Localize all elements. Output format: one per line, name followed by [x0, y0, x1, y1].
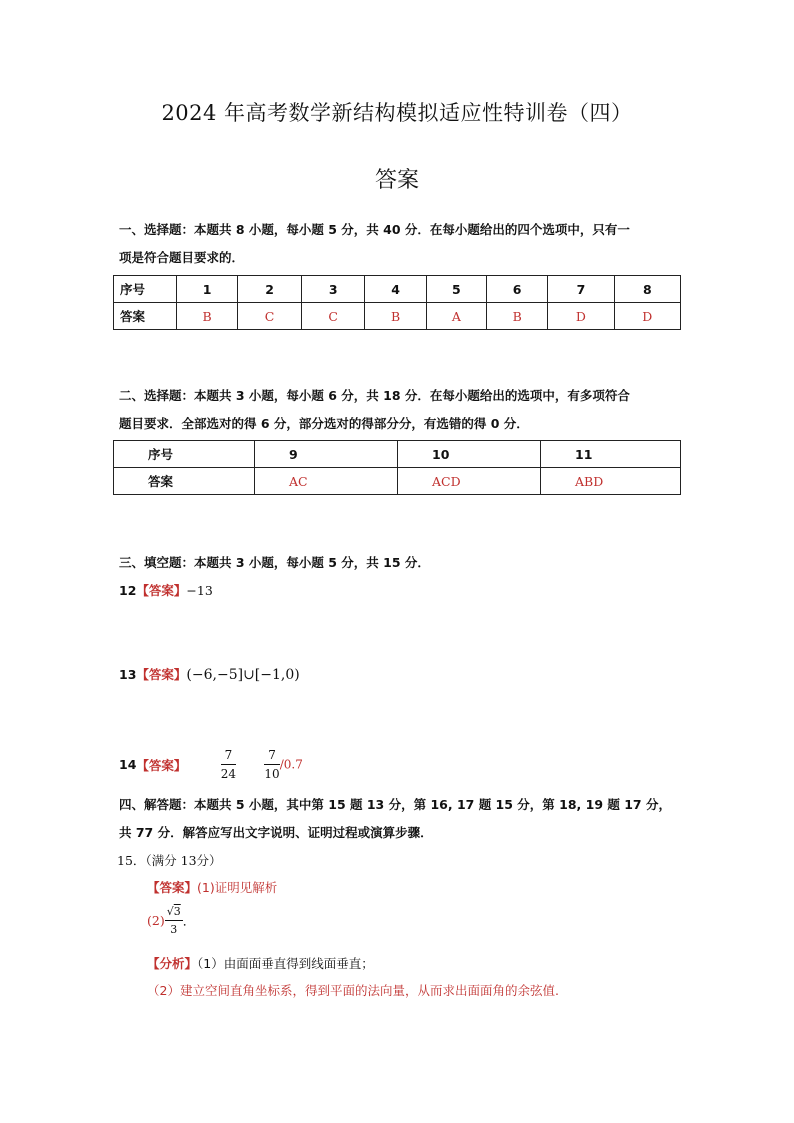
answer-cell: B: [177, 303, 238, 330]
section1-intro-line2: 项是符合题目要求的．: [119, 250, 245, 265]
fraction-numerator: 7: [264, 748, 279, 765]
q15-fraction: [165, 905, 183, 936]
answer-cell: AC: [255, 468, 398, 495]
question-number: 8: [614, 276, 680, 303]
q13-answer: [119, 665, 300, 683]
section2-intro-line1: 二、选择题：本题共 3 小题，每小题 6 分，共 18 分．在每小题给出的选项中，有多项符合: [119, 388, 630, 403]
q15-answer-part2: [147, 905, 195, 936]
q12-answer: [119, 581, 213, 599]
fraction-numerator: 7: [221, 748, 236, 765]
section1-intro: [119, 216, 681, 272]
question-number: 4: [365, 276, 426, 303]
question-number: 3: [301, 276, 365, 303]
question-number: 10: [398, 441, 541, 468]
fraction-denominator: 10: [264, 767, 280, 781]
section2-answer-table: [113, 440, 681, 495]
q15-answer: [147, 878, 277, 896]
question-number: 5: [426, 276, 486, 303]
answer-cell: B: [487, 303, 548, 330]
row-label-number: 序号: [114, 441, 255, 468]
table-row: [114, 276, 681, 303]
answer-cell: ACD: [398, 468, 541, 495]
q14-fraction-2: [264, 748, 279, 781]
row-label-answer: 答案: [114, 303, 177, 330]
row-label-number: 序号: [114, 276, 177, 303]
table-row: [114, 441, 681, 468]
question-number: 1: [177, 276, 238, 303]
answer-label: 【答案】: [136, 667, 187, 682]
section4-intro-line2: 共 77 分．解答应写出文字说明、证明过程或演算步骤．: [119, 825, 433, 840]
row-label-answer: 答案: [114, 468, 255, 495]
answer-cell: ABD: [541, 468, 681, 495]
section4-intro: [119, 791, 681, 847]
answer-label: 【答案】: [136, 583, 187, 598]
answer-label: 【答案】: [136, 757, 187, 773]
answer-cell: D: [548, 303, 614, 330]
section2-intro-line2: 题目要求．全部选对的得 6 分，部分选对的得部分分，有选错的得 0 分．: [119, 416, 529, 431]
section1-intro-line1: 一、选择题：本题共 8 小题，每小题 5 分，共 40 分．在每小题给出的四个选项中，只有一: [119, 222, 630, 237]
page-subtitle: 答案: [374, 168, 419, 193]
question-number: 6: [487, 276, 548, 303]
q12-number: 12: [119, 583, 137, 598]
section2-intro: [119, 382, 681, 438]
answer-cell: A: [426, 303, 486, 330]
q14-number: 14: [119, 757, 137, 772]
analysis-text-2: （2）建立空间直角坐标系，得到平面的法向量，从而求出面面角的余弦值.: [147, 983, 559, 998]
sqrt-radicand: 3: [173, 905, 181, 918]
section1-answer-table: [113, 275, 681, 330]
q14-fraction-1: [221, 748, 236, 781]
answer-label: 【答案】: [147, 880, 198, 895]
table-row: [114, 468, 681, 495]
q13-value: (−6,−5]∪[−1,0): [186, 667, 300, 683]
section3-intro: 三、填空题：本题共 3 小题，每小题 5 分，共 15 分．: [119, 555, 430, 570]
q13-number: 13: [119, 667, 137, 682]
question-number: 2: [238, 276, 302, 303]
answer-cell: C: [238, 303, 302, 330]
period: ．: [182, 913, 196, 929]
q15-analysis-1: [147, 954, 374, 972]
answer-cell: D: [614, 303, 680, 330]
fraction-numerator: √3: [165, 905, 183, 921]
answer-cell: B: [365, 303, 426, 330]
part2-prefix: (2): [147, 913, 165, 928]
q15-answer-part1: (1)证明见解析: [197, 880, 278, 895]
question-number: 11: [541, 441, 681, 468]
question-number: 9: [255, 441, 398, 468]
table-row: [114, 303, 681, 330]
fraction-denominator: 3: [170, 923, 178, 936]
analysis-text-1: （1）由面面垂直得到线面垂直；: [197, 956, 374, 971]
q12-value: −13: [186, 583, 213, 598]
fraction-denominator: 24: [220, 767, 237, 781]
question-number: 7: [548, 276, 614, 303]
section4-intro-line1: 四、解答题：本题共 5 小题，其中第 15 题 13 分，第 16, 17 题 15 分，第 18, 19 题 17 分，: [119, 797, 671, 812]
analysis-label: 【分析】: [147, 956, 198, 971]
q14-answer: [119, 748, 303, 781]
q14-suffix: /0.7: [279, 757, 303, 772]
answer-cell: C: [301, 303, 365, 330]
q15-title: 15．（满分 13分）: [117, 853, 222, 868]
page-title: 2024 年高考数学新结构模拟适应性特训卷（四）: [161, 101, 633, 125]
